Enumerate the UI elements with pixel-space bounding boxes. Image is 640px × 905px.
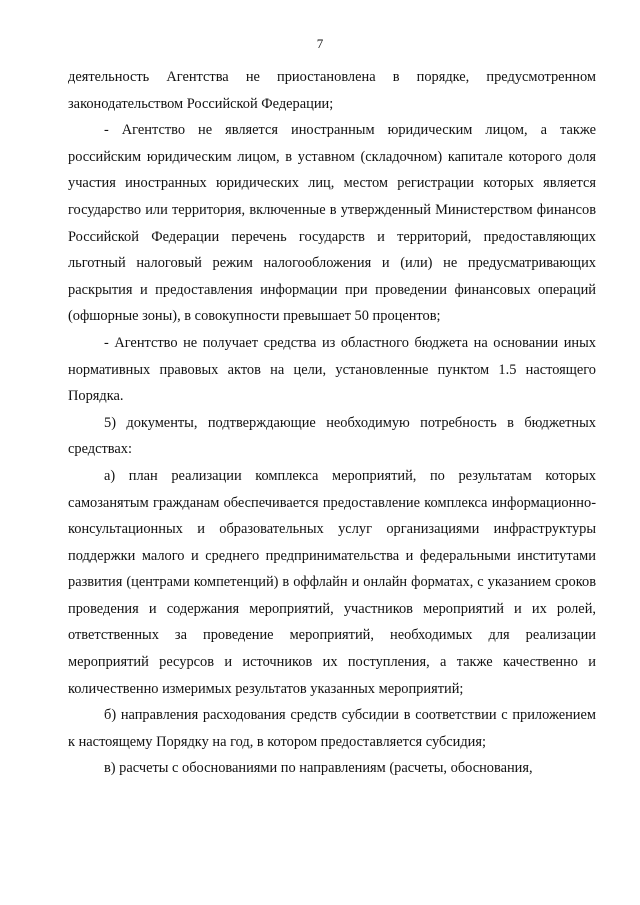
paragraph-item-v-calculations: в) расчеты с обоснованиями по направлениям (расчеты, обоснования, xyxy=(104,760,533,777)
paragraph-agency-activity: деятельность Агентства не приостановлена в порядке, предусмотренном законодательством Российской Федерации; xyxy=(68,69,596,112)
document-body xyxy=(68,64,596,782)
paragraph-no-regional-budget-funds: - Агентство не получает средства из областного бюджета на основании иных нормативных правовых актов на цели, установленные пунктом 1.5 настоящего Порядка. xyxy=(68,334,596,405)
paragraph-not-foreign-entity: - Агентство не является иностранным юридическим лицом, а также российским юридическим лицом, в уставном (складочном) капитале которого доля участия иностранных юридических лиц, местом регистрации которых является государство или территория, включенные в утвержденный Министерством финансов Российской Федерации перечень государств и территорий, предоставляющих льготный налоговый режим налогообложения и (или) не предусматривающих раскрытия и предоставления информации при проведении финансовых операций (офшорные зоны), в совокупности превышает 50 процентов; xyxy=(68,122,596,325)
page-number: 7 xyxy=(316,36,324,51)
paragraph-item-a-plan: а) план реализации комплекса мероприятий, по результатам которых самозанятым гражданам обеспечивается предоставление комплекса информационно-консультационных и образовательных услуг организациями инфраструктуры поддержки малого и среднего предпринимательства и федеральными институтами развития (центрами компетенций) в оффлайн и онлайн форматах, с указанием сроков проведения и содержания мероприятий, участников мероприятий и их ролей, ответственных за проведение мероприятий, необходимых для реализации мероприятий ресурсов и источников их поступления, а также качественно и количественно измеримых результатов указанных мероприятий; xyxy=(68,467,596,697)
paragraph-item-5-documents: 5) документы, подтверждающие необходимую потребность в бюджетных средствах: xyxy=(68,414,596,458)
paragraph-item-b-directions: б) направления расходования средств субсидии в соответствии с приложением к настоящему Порядку на год, в котором предоставляется субсидия; xyxy=(68,707,596,750)
